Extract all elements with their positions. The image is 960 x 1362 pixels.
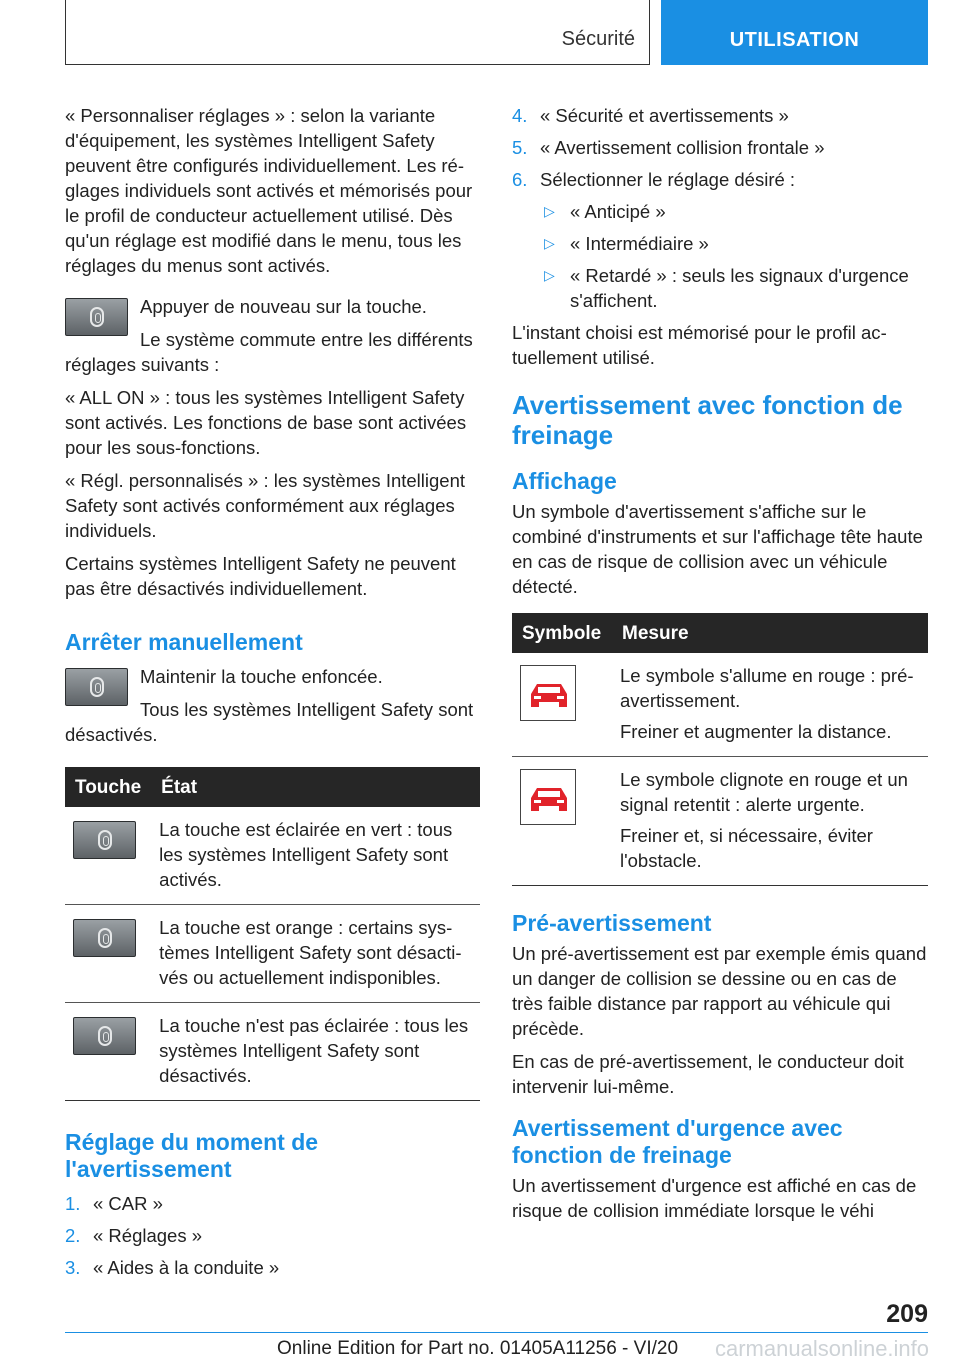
switch-text: Le système commute entre les différents réglages suivants : <box>65 329 473 375</box>
chapter-title: UTILISATION <box>729 29 860 51</box>
triangle-bullet-icon: ▷ <box>544 235 555 251</box>
safety-button-icon <box>73 1017 136 1055</box>
triangle-bullet-icon: ▷ <box>544 267 555 283</box>
table-row <box>65 1003 480 1101</box>
safety-button-icon <box>65 298 128 336</box>
section-title: Sécurité <box>561 28 635 50</box>
page-footer <box>65 1300 928 1362</box>
table-cell: La touche est éclairée en vert : tous les systèmes Intelligent Safety sont activés. <box>151 807 480 905</box>
urgent-paragraph: Un avertissement d'urgence est affiché en cas de risque de collision immédiate lorsque le véhi <box>512 1175 917 1221</box>
table-header-symbol: Symbole <box>512 613 612 653</box>
list-item: ▷ « Intermédiaire » <box>544 233 709 254</box>
heading-pre-warning: Pré-avertissement <box>512 910 712 936</box>
list-item: 2. « Réglages » <box>65 1225 203 1246</box>
table-header-button: Touche <box>65 767 151 807</box>
table-header-state: État <box>151 767 480 807</box>
press-again-block <box>65 294 480 377</box>
pre-paragraph-2: En cas de pré-avertissement, le conducteur doit intervenir lui-même. <box>512 1051 904 1097</box>
safety-button-icon <box>65 668 128 706</box>
hold-text: Maintenir la touche enfoncée. <box>140 666 383 687</box>
pre-paragraph-1: Un pré-avertissement est par exemple émis quand un danger de collision se dessine ou en cas de très faible distance par rapport au véhicule qui précède. <box>512 943 927 1039</box>
list-item: 6. Sélectionner le réglage désiré : <box>512 169 796 190</box>
edition-text: Online Edition for Part no. 01405A11256 - VI/20 <box>277 1338 679 1359</box>
display-paragraph: Un symbole d'avertissement s'affiche sur le combiné d'instruments et sur l'affichage tête haute en cas de risque de collision avec un véhicule détecté. <box>512 501 923 597</box>
watermark: carmanualsonline.info <box>715 1336 930 1361</box>
all-on-paragraph: « ALL ON » : tous les systèmes Intelligent Safety sont activés. Les fonctions de base sont activées pour les sous-fonctions. <box>65 387 467 458</box>
triangle-bullet-icon: ▷ <box>544 203 555 219</box>
page-header <box>65 0 928 65</box>
car-warning-icon <box>520 665 576 721</box>
left-column <box>65 103 480 1287</box>
perso-paragraph: « Régl. personnalisés » : les systèmes Intelligent Safety sont activés conformément aux réglages individuels. <box>65 470 466 541</box>
intro-paragraph: « Personnaliser réglages » : selon la variante d'équipement, les systèmes Intelligent Safety peuvent être configurés individuellement. Les réglages individuels sont activés et mémorisés pour le profil de conducteur actuellement utilisé. Dès qu'un réglage est modifié dans le menu, tous les réglages du menus sont activés. <box>65 105 473 276</box>
table-cell: Le symbole clignote en rouge et un signal retentit : alerte urgente. Freiner et, si nécessaire, éviter l'obstacle. <box>612 757 928 886</box>
heading-brake-warning: Avertissement avec fonction de freinage <box>512 390 903 450</box>
steps-list-left <box>65 1191 480 1280</box>
heading-urgent-warning: Avertissement d'urgence avec fonction de freinage <box>512 1115 843 1168</box>
page-number: 209 <box>886 1300 928 1328</box>
button-state-table <box>65 767 480 1101</box>
table-header-measure: Mesure <box>612 613 928 653</box>
list-item: 1. « CAR » <box>65 1193 163 1214</box>
table-row <box>65 807 480 905</box>
list-item: 4. « Sécurité et avertissements » <box>512 105 789 126</box>
hold-block <box>65 664 480 747</box>
footer-divider <box>65 1332 928 1333</box>
chapter-tab <box>661 0 928 65</box>
section-tab <box>65 0 650 65</box>
heading-warning-timing: Réglage du moment de l'avertissement <box>65 1129 319 1182</box>
list-item: ▷ « Anticipé » <box>544 201 666 222</box>
table-cell: La touche est orange : certains systèmes Intelligent Safety sont désactivés ou actuellement indisponibles. <box>151 905 480 1003</box>
certain-paragraph: Certains systèmes Intelligent Safety ne peuvent pas être désactivés individuellement. <box>65 553 456 599</box>
steps-list-right <box>512 103 928 192</box>
table-row <box>65 905 480 1003</box>
heading-display: Affichage <box>512 468 617 494</box>
table-row <box>512 653 928 757</box>
table-cell: Le symbole s'allume en rouge : pré-avertissement. Freiner et augmenter la distance. <box>612 653 928 757</box>
right-column <box>512 103 928 1231</box>
safety-button-icon <box>73 919 136 957</box>
safety-button-icon <box>73 821 136 859</box>
symbol-table <box>512 613 928 886</box>
stored-paragraph: L'instant choisi est mémorisé pour le profil actuellement utilisé. <box>512 322 887 368</box>
car-warning-icon <box>520 769 576 825</box>
list-item: 3. « Aides à la conduite » <box>65 1257 280 1278</box>
press-again-text: Appuyer de nouveau sur la touche. <box>140 296 427 317</box>
table-cell: La touche n'est pas éclairée : tous les systèmes Intelligent Safety sont désactivés. <box>151 1003 480 1101</box>
list-item: 5. « Avertissement collision frontale » <box>512 137 825 158</box>
list-item: ▷ « Retardé » : seuls les signaux d'urgence s'affichent. <box>544 265 909 311</box>
options-list <box>540 199 928 313</box>
heading-manual-off: Arrêter manuellement <box>65 629 303 655</box>
table-row <box>512 757 928 886</box>
all-off-text: Tous les systèmes Intelligent Safety sont désactivés. <box>65 699 474 745</box>
